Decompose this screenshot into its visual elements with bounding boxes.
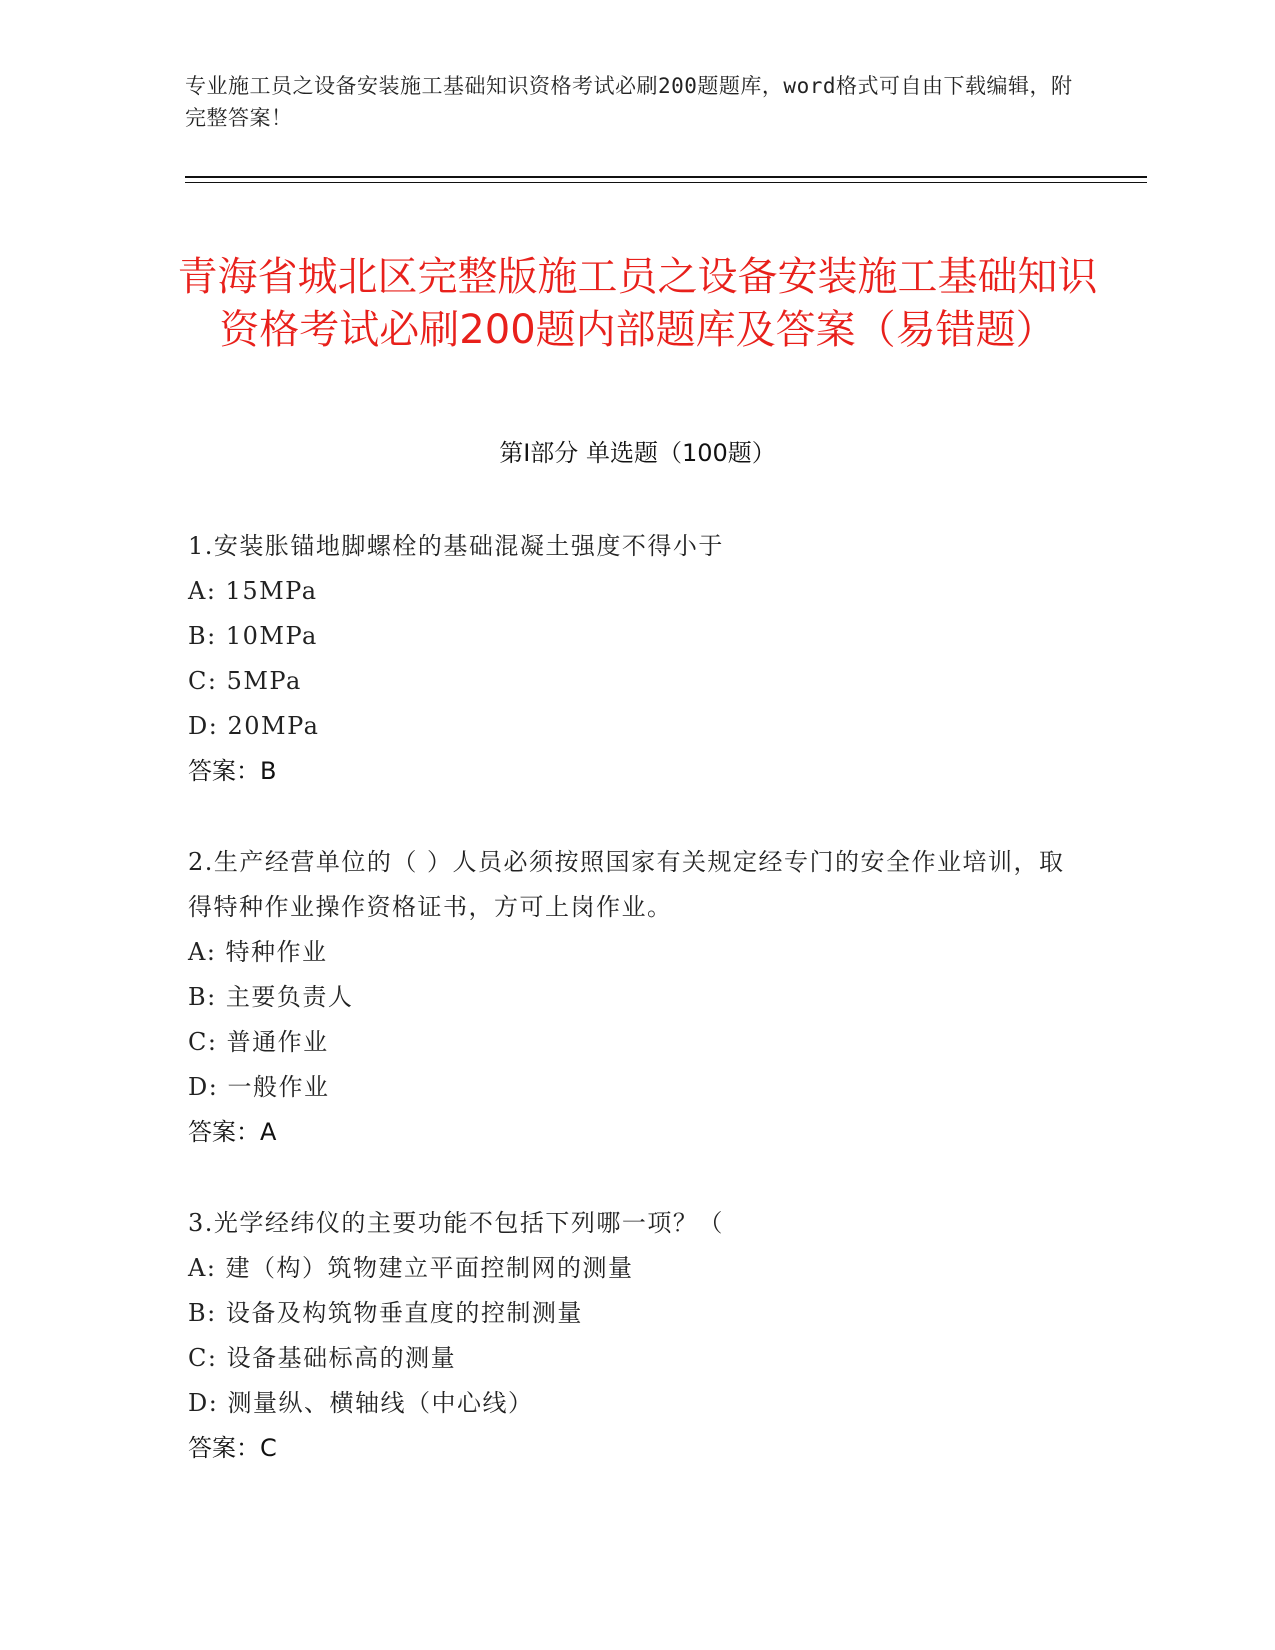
option-a: A: 特种作业 [188,938,328,966]
question-2 [188,840,1088,1155]
answer: 答案：A [188,1118,277,1146]
option-b: B: 主要负责人 [188,983,354,1011]
question-stem: 2.生产经营单位的（ ）人员必须按照国家有关规定经专门的安全作业培训，取得特种作业操作资格证书，方可上岗作业。 [188,848,1065,921]
header-note: 专业施工员之设备安装施工基础知识资格考试必刷200题题库，word格式可自由下载编辑，附完整答案！ [185,74,1073,130]
header-divider [185,176,1147,178]
option-d: D: 20MPa [188,712,320,740]
document-title: 青海省城北区完整版施工员之设备安装施工基础知识资格考试必刷200题内部题库及答案（易错题） [177,253,1098,353]
section-title: 第I部分 单选题（100题） [499,439,776,467]
option-c: C: 5MPa [188,667,302,695]
option-a: A: 15MPa [188,577,318,605]
question-3 [188,1201,1088,1471]
question-list [188,524,1088,1517]
header-divider-thin [185,182,1147,183]
option-c: C: 设备基础标高的测量 [188,1344,457,1372]
question-stem: 1.安装胀锚地脚螺栓的基础混凝土强度不得小于 [188,532,724,560]
option-a: A: 建（构）筑物建立平面控制网的测量 [188,1254,634,1282]
option-b: B: 10MPa [188,622,318,650]
answer: 答案：C [188,1434,277,1462]
option-d: D: 测量纵、横轴线（中心线） [188,1389,534,1417]
answer: 答案：B [188,757,277,785]
option-b: B: 设备及构筑物垂直度的控制测量 [188,1299,583,1327]
option-d: D: 一般作业 [188,1073,330,1101]
option-c: C: 普通作业 [188,1028,329,1056]
question-stem: 3.光学经纬仪的主要功能不包括下列哪一项？（ [188,1209,724,1237]
question-1 [188,524,1088,794]
